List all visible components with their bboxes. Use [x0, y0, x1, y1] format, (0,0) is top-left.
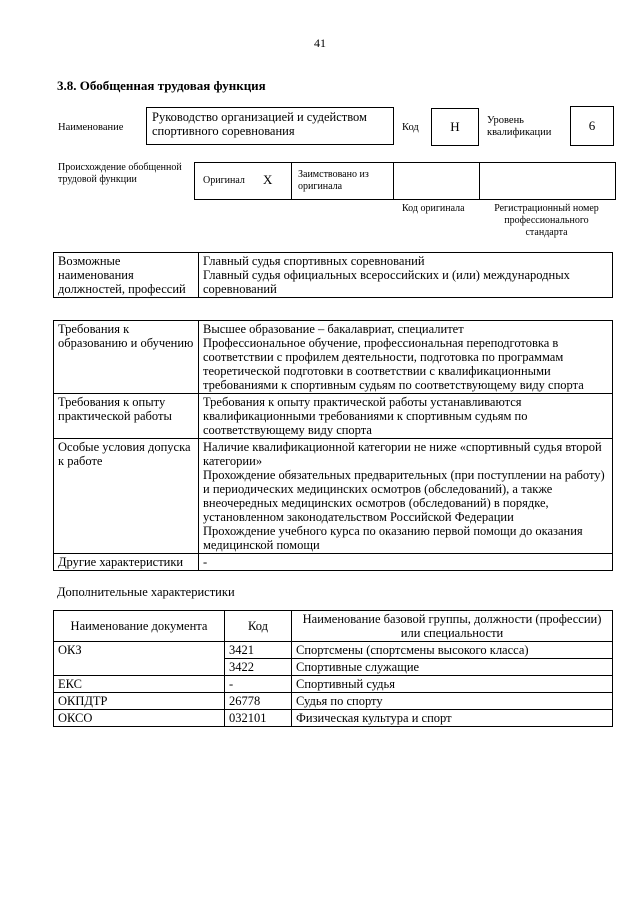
req-education-values: [199, 321, 613, 394]
col-header-code: Код: [225, 611, 292, 642]
level-label: Уровень квалификации: [487, 115, 552, 138]
group-cell: Спортивный судья: [292, 676, 613, 693]
table-row: [54, 676, 613, 693]
level-value: 6: [570, 106, 614, 146]
name-value-box: [146, 107, 394, 145]
group-cell: Спортивные служащие: [292, 659, 613, 676]
additional-title: Дополнительные характеристики: [57, 585, 235, 599]
req-other-label: Другие характеристики: [54, 554, 199, 571]
table-row: [54, 710, 613, 727]
code-cell: -: [225, 676, 292, 693]
req-item: Прохождение учебного курса по оказанию первой помощи до оказания медицинской помощи: [203, 524, 583, 552]
code-label: Код: [402, 122, 419, 133]
table-row: [54, 693, 613, 710]
doc-cell: ОКПДТР: [54, 693, 225, 710]
requirements-table: [53, 320, 613, 571]
code-value: H: [431, 108, 479, 146]
code-cell: 032101: [225, 710, 292, 727]
position-item: Главный судья официальных всероссийских и (или) международных соревнований: [203, 268, 570, 296]
doc-cell: ОКЗ: [54, 642, 225, 676]
req-special-values: [199, 439, 613, 554]
req-special-label: Особые условия допуска к работе: [54, 439, 199, 554]
req-experience-label: Требования к опыту практической работы: [54, 394, 199, 439]
req-item: Наличие квалификационной категории не ниже «спортивный судья второй категории»: [203, 440, 602, 468]
group-cell: Спортсмены (спортсмены высокого класса): [292, 642, 613, 659]
code-cell: 3422: [225, 659, 292, 676]
group-cell: Физическая культура и спорт: [292, 710, 613, 727]
doc-cell: ОКСО: [54, 710, 225, 727]
doc-cell: ЕКС: [54, 676, 225, 693]
name-label: Наименование: [58, 122, 124, 133]
origin-box: [194, 162, 616, 200]
col-header-document: Наименование документа: [54, 611, 225, 642]
req-education-label: Требования к образованию и обучению: [54, 321, 199, 394]
req-item: Прохождение обязательных предварительных (при поступлении на работу) и периодических медицинских осмотров (обследований), а также внеочередных медицинских осмотров (обследований) в порядке, установленном законодательством Российской Федерации: [203, 468, 605, 524]
group-cell: Судья по спорту: [292, 693, 613, 710]
positions-values: [199, 253, 613, 298]
code-cell: 26778: [225, 693, 292, 710]
col-header-group: Наименование базовой группы, должности (профессии) или специальности: [292, 611, 613, 642]
positions-label: Возможные наименования должностей, профессий: [54, 253, 199, 298]
table-row: [54, 642, 613, 659]
section-title: 3.8. Обобщенная трудовая функция: [57, 78, 266, 93]
position-item: Главный судья спортивных соревнований: [203, 254, 425, 268]
positions-table: [53, 252, 613, 298]
code-original-caption: Код оригинала: [402, 203, 465, 214]
original-mark: X: [263, 172, 273, 187]
name-value: Руководство организацией и судейством спортивного соревнования: [152, 110, 367, 138]
page-number: 41: [314, 36, 326, 50]
req-experience-values: [199, 394, 613, 439]
req-other-value: -: [199, 554, 613, 571]
borrowed-label: Заимствовано из оригинала: [298, 169, 369, 192]
code-cell: 3421: [225, 642, 292, 659]
additional-table: [53, 610, 613, 727]
original-label: Оригинал: [203, 175, 245, 186]
req-item: Профессиональное обучение, профессиональная переподготовка в соответствии с профилем деятельности, подготовка по программам теоретической подготовки в соответствии с квалификационными требованиями к спортивным судьям по соответствующему виду спорта: [203, 336, 584, 392]
req-item: Требования к опыту практической работы устанавливаются квалификационными требованиями к спортивным судьям по соответствующему виду спорта: [203, 395, 528, 437]
origin-label: Происхождение обобщенной трудовой функции: [58, 162, 182, 185]
req-item: Высшее образование – бакалавриат, специалитет: [203, 322, 464, 336]
reg-number-caption: Регистрационный номер профессионального стандарта: [494, 203, 599, 238]
